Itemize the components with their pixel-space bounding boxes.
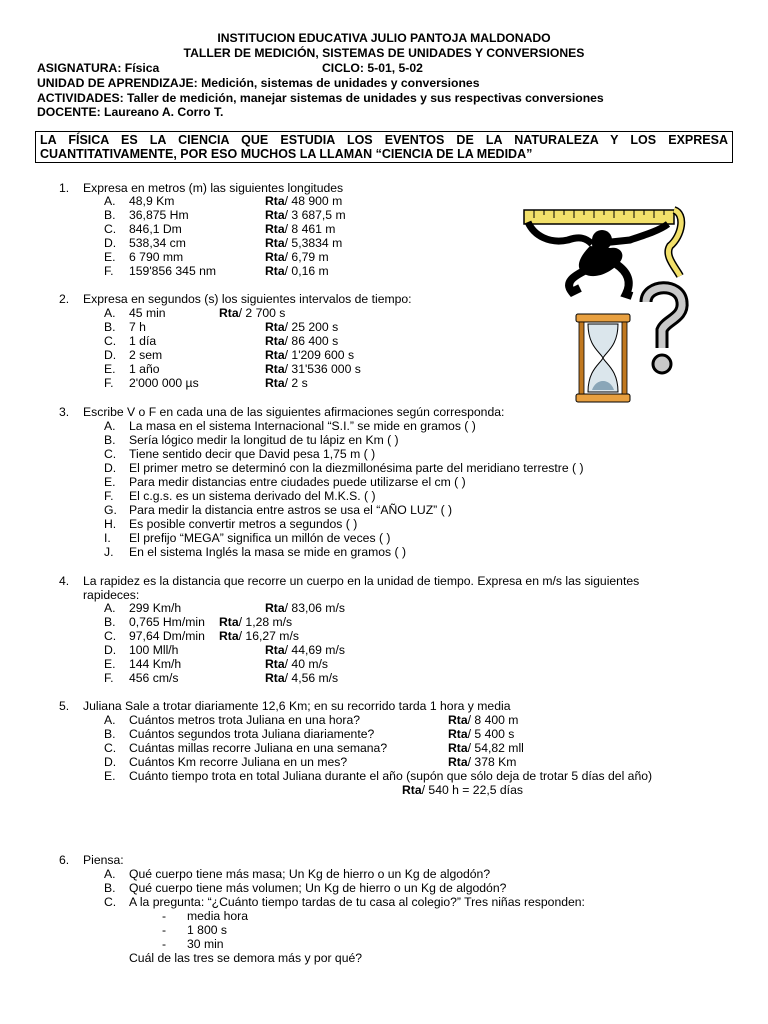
answer: Rta/ 378 Km <box>448 755 517 769</box>
list-item: E. Cuánto tiempo trota en total Juliana durante el año (supón que sólo deja de trotar 5 días del año) <box>104 769 653 783</box>
list-item: E. 144 Km/h <box>104 657 182 671</box>
question-mark-illustration <box>636 278 692 388</box>
list-item: A. 45 min <box>104 306 166 320</box>
list-item: F. 2'000 000 µs <box>104 376 199 390</box>
question-3: 3. Escribe V o F en cada una de las siguientes afirmaciones según corresponda: <box>59 405 505 419</box>
answer: Rta/ 1'209 600 s <box>265 348 355 362</box>
answer: Rta/ 4,56 m/s <box>265 671 339 685</box>
response-item: - media hora <box>162 909 248 923</box>
answer: Rta/ 40 m/s <box>265 657 328 671</box>
list-item: F. 159'856 345 nm <box>104 264 217 278</box>
question-5: 5. Juliana Sale a trotar diariamente 12,6 Km; en su recorrido tarda 1 hora y media <box>59 699 511 713</box>
answer: Rta/ 54,82 mll <box>448 741 524 755</box>
list-item: D. Cuántos Km recorre Juliana en un mes? <box>104 755 348 769</box>
list-item: C. Cuántas millas recorre Juliana en una semana? <box>104 741 388 755</box>
list-item: B. 7 h <box>104 320 146 334</box>
list-item: J. En el sistema Inglés la masa se mide en gramos ( ) <box>104 545 407 559</box>
answer: Rta/ 8 400 m <box>448 713 519 727</box>
list-item: E. Para medir distancias entre ciudades puede utilizarse el cm ( ) <box>104 475 466 489</box>
answer: Rta/ 0,16 m <box>265 264 329 278</box>
question-6: 6. Piensa: <box>59 853 124 867</box>
answer: Rta/ 540 h = 22,5 días <box>402 783 523 797</box>
list-item: D. El primer metro se determinó con la diezmillonésima parte del meridiano terrestre ( ) <box>104 461 584 475</box>
question-1 <box>59 181 343 195</box>
list-item: E. 6 790 mm <box>104 250 184 264</box>
list-item: C. 97,64 Dm/min <box>104 629 205 643</box>
answer: Rta/ 5,3834 m <box>265 236 343 250</box>
hourglass-illustration <box>574 312 632 404</box>
list-item: A. 48,9 Km <box>104 194 175 208</box>
list-item: C. Tiene sentido decir que David pesa 1,75 m ( ) <box>104 447 376 461</box>
list-item: G. Para medir la distancia entre astros se usa el “AÑO LUZ” ( ) <box>104 503 453 517</box>
answer: Rta/ 8 461 m <box>265 222 336 236</box>
closing-question: Cuál de las tres se demora más y por qué? <box>129 951 363 965</box>
list-item: I. El prefijo “MEGA” significa un millón de veces ( ) <box>104 531 391 545</box>
response-item: - 30 min <box>162 937 224 951</box>
list-item: C. 846,1 Dm <box>104 222 182 236</box>
list-item: C. 1 día <box>104 334 157 348</box>
question-4-continuation: rapideces: <box>83 588 140 602</box>
answer: Rta/ 3 687,5 m <box>265 208 346 222</box>
cycle-line: CICLO: 5-01, 5-02 <box>322 61 423 75</box>
answer: Rta/ 48 900 m <box>265 194 343 208</box>
list-item: A. Qué cuerpo tiene más masa; Un Kg de hierro o un Kg de algodón? <box>104 867 491 881</box>
list-item: A. 299 Km/h <box>104 601 182 615</box>
question-text: Expresa en metros (m) las siguientes longitudes <box>83 181 344 195</box>
answer: Rta/ 2 700 s <box>219 306 286 320</box>
question-2: 2. Expresa en segundos (s) los siguientes intervalos de tiempo: <box>59 292 412 306</box>
list-item: F. El c.g.s. es un sistema derivado del M.K.S. ( ) <box>104 489 376 503</box>
question-number: 1. <box>59 181 70 195</box>
answer: Rta/ 16,27 m/s <box>219 629 299 643</box>
unit-line: UNIDAD DE APRENDIZAJE: Medición, sistemas de unidades y conversiones <box>37 76 480 90</box>
list-item: A. La masa en el sistema Internacional “S.I.” se mide en gramos ( ) <box>104 419 476 433</box>
answer: Rta/ 5 400 s <box>448 727 515 741</box>
answer: Rta/ 86 400 s <box>265 334 339 348</box>
list-item: B. 36,875 Hm <box>104 208 189 222</box>
answer: Rta/ 2 s <box>265 376 308 390</box>
list-item: D. 100 Mll/h <box>104 643 179 657</box>
question-4: 4. La rapidez es la distancia que recorre un cuerpo en la unidad de tiempo. Expresa en m/s las siguientes <box>59 574 640 588</box>
list-item: A. Cuántos metros trota Juliana en una hora? <box>104 713 361 727</box>
banner-line-2: CUANTITATIVAMENTE, POR ESO MUCHOS LA LLAMAN “CIENCIA DE LA MEDIDA” <box>40 147 533 161</box>
list-item: F. 456 cm/s <box>104 671 179 685</box>
banner-line-1: LA FÍSICA ES LA CIENCIA QUE ESTUDIA LOS EVENTOS DE LA NATURALEZA Y LOS EXPRESA <box>40 133 728 147</box>
institution-title: INSTITUCION EDUCATIVA JULIO PANTOJA MALDONADO <box>217 31 551 45</box>
answer: Rta/ 25 200 s <box>265 320 339 334</box>
answer: Rta/ 1,28 m/s <box>219 615 293 629</box>
list-item: B. 0,765 Hm/min <box>104 615 205 629</box>
list-item: B. Cuántos segundos trota Juliana diariamente? <box>104 727 375 741</box>
answer: Rta/ 44,69 m/s <box>265 643 345 657</box>
answer: Rta/ 6,79 m <box>265 250 329 264</box>
definition-banner <box>35 131 733 163</box>
subject-line: ASIGNATURA: Física <box>37 61 160 75</box>
activities-line: ACTIVIDADES: Taller de medición, manejar sistemas de unidades y sus respectivas conversiones <box>37 91 604 105</box>
list-item: D. 538,34 cm <box>104 236 186 250</box>
workshop-title: TALLER DE MEDICIÓN, SISTEMAS DE UNIDADES Y CONVERSIONES <box>183 46 585 60</box>
answer: Rta/ 31'536 000 s <box>265 362 361 376</box>
list-item: B. Qué cuerpo tiene más volumen; Un Kg de hierro o un Kg de algodón? <box>104 881 507 895</box>
teacher-line: DOCENTE: Laureano A. Corro T. <box>37 105 224 119</box>
list-item: H. Es posible convertir metros a segundos ( ) <box>104 517 358 531</box>
response-item: - 1 800 s <box>162 923 227 937</box>
list-item: C. A la pregunta: “¿Cuánto tiempo tardas de tu casa al colegio?” Tres niñas responden: <box>104 895 585 909</box>
answer: Rta/ 83,06 m/s <box>265 601 345 615</box>
list-item: E. 1 año <box>104 362 160 376</box>
list-item: D. 2 sem <box>104 348 163 362</box>
list-item: B. Sería lógico medir la longitud de tu lápiz en Km ( ) <box>104 433 399 447</box>
